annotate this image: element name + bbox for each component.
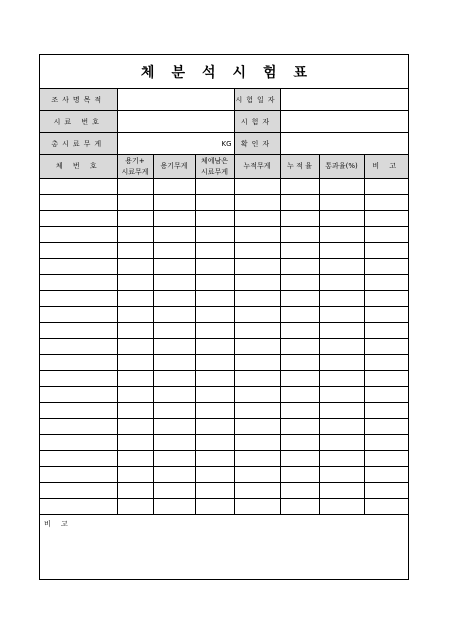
table-row <box>40 275 408 291</box>
table-cell[interactable] <box>153 499 195 515</box>
table-cell[interactable] <box>117 339 153 355</box>
table-cell[interactable] <box>40 483 117 499</box>
table-row <box>40 435 408 451</box>
table-cell[interactable] <box>319 211 364 227</box>
table-cell[interactable] <box>40 355 117 371</box>
table-cell[interactable] <box>364 275 408 291</box>
table-cell[interactable] <box>280 387 319 403</box>
table-row <box>40 323 408 339</box>
table-cell[interactable] <box>319 419 364 435</box>
info-row-sample <box>40 111 408 133</box>
table-cell[interactable] <box>364 435 408 451</box>
table-cell[interactable] <box>234 371 280 387</box>
table-cell[interactable] <box>280 355 319 371</box>
table-cell[interactable] <box>40 387 117 403</box>
table-cell[interactable] <box>195 211 234 227</box>
table-cell[interactable] <box>195 403 234 419</box>
table-cell[interactable] <box>234 243 280 259</box>
table-row <box>40 211 408 227</box>
table-row <box>40 499 408 515</box>
table-cell[interactable] <box>117 451 153 467</box>
table-cell[interactable] <box>364 179 408 195</box>
table-cell[interactable] <box>234 195 280 211</box>
column-header-text: 통과율(%) <box>325 162 358 171</box>
table-cell[interactable] <box>195 243 234 259</box>
table-cell[interactable] <box>234 211 280 227</box>
table-cell[interactable] <box>117 323 153 339</box>
table-cell[interactable] <box>40 323 117 339</box>
table-cell[interactable] <box>234 339 280 355</box>
table-cell[interactable] <box>364 467 408 483</box>
table-cell[interactable] <box>153 259 195 275</box>
table-cell[interactable] <box>364 291 408 307</box>
confirm-label: 확인자 <box>234 133 280 155</box>
total-weight-field[interactable] <box>117 133 234 155</box>
table-cell[interactable] <box>153 387 195 403</box>
table-cell[interactable] <box>153 451 195 467</box>
table-cell[interactable] <box>40 435 117 451</box>
table-cell[interactable] <box>234 499 280 515</box>
table-row <box>40 387 408 403</box>
table-cell[interactable] <box>280 291 319 307</box>
table-cell[interactable] <box>195 451 234 467</box>
total-weight-label: 총시료무게 <box>40 133 117 155</box>
table-cell[interactable] <box>117 307 153 323</box>
table-row <box>40 307 408 323</box>
table-cell[interactable] <box>280 435 319 451</box>
table-cell[interactable] <box>364 371 408 387</box>
table-cell[interactable] <box>319 195 364 211</box>
table-cell[interactable] <box>153 467 195 483</box>
table-cell[interactable] <box>234 259 280 275</box>
table-cell[interactable] <box>319 435 364 451</box>
column-header-text-2: 시료무게 <box>121 167 149 176</box>
sample-no-field[interactable] <box>117 111 234 133</box>
table-cell[interactable] <box>364 403 408 419</box>
table-cell[interactable] <box>319 307 364 323</box>
table-cell[interactable] <box>364 355 408 371</box>
column-header-3 <box>153 155 195 179</box>
column-header-6 <box>280 155 319 179</box>
table-cell[interactable] <box>234 483 280 499</box>
table-cell[interactable] <box>280 211 319 227</box>
table-cell[interactable] <box>117 243 153 259</box>
table-cell[interactable] <box>364 499 408 515</box>
table-cell[interactable] <box>195 275 234 291</box>
table-cell[interactable] <box>234 451 280 467</box>
table-cell[interactable] <box>153 195 195 211</box>
table-cell[interactable] <box>117 211 153 227</box>
table-cell[interactable] <box>364 211 408 227</box>
table-cell[interactable] <box>40 195 117 211</box>
table-cell[interactable] <box>153 275 195 291</box>
table-cell[interactable] <box>234 467 280 483</box>
column-header-text: 누 적 율 <box>287 162 312 171</box>
table-cell[interactable] <box>234 355 280 371</box>
table-cell[interactable] <box>195 499 234 515</box>
table-cell[interactable] <box>319 179 364 195</box>
column-header-text: 용기무게 <box>160 162 188 171</box>
table-cell[interactable] <box>40 307 117 323</box>
table-cell[interactable] <box>153 403 195 419</box>
column-header-2 <box>117 155 153 179</box>
table-cell[interactable] <box>40 339 117 355</box>
table-cell[interactable] <box>195 339 234 355</box>
form-title: 체분석시험표 <box>40 55 408 89</box>
table-row <box>40 227 408 243</box>
table-cell[interactable] <box>153 435 195 451</box>
table-cell[interactable] <box>195 259 234 275</box>
table-cell[interactable] <box>195 435 234 451</box>
table-row <box>40 291 408 307</box>
table-cell[interactable] <box>280 323 319 339</box>
table-cell[interactable] <box>153 307 195 323</box>
column-header-text-2: 시료무게 <box>200 167 229 176</box>
table-row <box>40 243 408 259</box>
table-row <box>40 403 408 419</box>
table-row <box>40 195 408 211</box>
column-header-7 <box>319 155 364 179</box>
table-cell[interactable] <box>280 403 319 419</box>
table-cell[interactable] <box>364 419 408 435</box>
table-cell[interactable] <box>117 499 153 515</box>
survey-purpose-field[interactable] <box>117 89 234 111</box>
table-cell[interactable] <box>234 275 280 291</box>
table-cell[interactable] <box>280 339 319 355</box>
table-cell[interactable] <box>153 483 195 499</box>
test-date-label: 시험일자 <box>234 89 280 111</box>
table-cell[interactable] <box>364 243 408 259</box>
table-cell[interactable] <box>117 355 153 371</box>
table-cell[interactable] <box>280 307 319 323</box>
table-cell[interactable] <box>234 403 280 419</box>
table-cell[interactable] <box>153 339 195 355</box>
table-cell[interactable] <box>117 259 153 275</box>
table-row <box>40 355 408 371</box>
column-header-text: 체 번 호 <box>55 162 101 171</box>
table-cell[interactable] <box>40 227 117 243</box>
table-cell[interactable] <box>195 307 234 323</box>
table-row <box>40 483 408 499</box>
tester-field[interactable] <box>280 111 408 133</box>
table-cell[interactable] <box>117 275 153 291</box>
table-cell[interactable] <box>319 339 364 355</box>
sample-no-label: 시료 번호 <box>40 111 117 133</box>
table-cell[interactable] <box>40 403 117 419</box>
table-cell[interactable] <box>195 323 234 339</box>
test-date-field[interactable] <box>280 89 408 111</box>
table-cell[interactable] <box>234 291 280 307</box>
table-cell[interactable] <box>364 323 408 339</box>
table-cell[interactable] <box>364 339 408 355</box>
table-row <box>40 467 408 483</box>
table-cell[interactable] <box>117 419 153 435</box>
column-header-text: 누적무게 <box>243 162 271 171</box>
remarks-area[interactable] <box>40 515 408 584</box>
table-row <box>40 259 408 275</box>
table-cell[interactable] <box>364 451 408 467</box>
table-cell[interactable] <box>234 419 280 435</box>
table-cell[interactable] <box>117 467 153 483</box>
column-header-text: 체에남은 <box>200 157 229 166</box>
table-row <box>40 451 408 467</box>
table-cell[interactable] <box>234 227 280 243</box>
table-cell[interactable] <box>280 371 319 387</box>
table-cell[interactable] <box>280 227 319 243</box>
table-cell[interactable] <box>195 419 234 435</box>
table-cell[interactable] <box>40 275 117 291</box>
table-cell[interactable] <box>280 243 319 259</box>
table-cell[interactable] <box>234 435 280 451</box>
table-row <box>40 371 408 387</box>
table-cell[interactable] <box>117 227 153 243</box>
table-cell[interactable] <box>364 195 408 211</box>
table-cell[interactable] <box>319 323 364 339</box>
table-cell[interactable] <box>319 403 364 419</box>
table-cell[interactable] <box>40 451 117 467</box>
table-cell[interactable] <box>195 483 234 499</box>
table-cell[interactable] <box>117 371 153 387</box>
table-row <box>40 339 408 355</box>
table-cell[interactable] <box>280 195 319 211</box>
table-cell[interactable] <box>319 499 364 515</box>
table-cell[interactable] <box>319 371 364 387</box>
table-cell[interactable] <box>195 291 234 307</box>
table-cell[interactable] <box>319 355 364 371</box>
table-cell[interactable] <box>153 419 195 435</box>
table-cell[interactable] <box>319 483 364 499</box>
form-table <box>40 89 408 515</box>
table-cell[interactable] <box>319 467 364 483</box>
column-header-row <box>40 155 408 179</box>
table-cell[interactable] <box>234 323 280 339</box>
table-cell[interactable] <box>195 227 234 243</box>
table-cell[interactable] <box>40 259 117 275</box>
table-cell[interactable] <box>117 387 153 403</box>
table-row <box>40 419 408 435</box>
table-cell[interactable] <box>153 243 195 259</box>
table-cell[interactable] <box>153 179 195 195</box>
table-cell[interactable] <box>117 483 153 499</box>
table-cell[interactable] <box>319 451 364 467</box>
info-row-purpose <box>40 89 408 111</box>
table-cell[interactable] <box>195 371 234 387</box>
column-header-8 <box>364 155 408 179</box>
table-cell[interactable] <box>319 387 364 403</box>
table-cell[interactable] <box>117 291 153 307</box>
table-cell[interactable] <box>117 403 153 419</box>
table-cell[interactable] <box>234 387 280 403</box>
table-cell[interactable] <box>153 355 195 371</box>
table-cell[interactable] <box>153 291 195 307</box>
table-cell[interactable] <box>319 275 364 291</box>
table-row <box>40 179 408 195</box>
table-cell[interactable] <box>40 291 117 307</box>
remarks-label: 비 고 <box>44 520 72 528</box>
weight-unit: KG <box>221 139 232 148</box>
table-cell[interactable] <box>153 371 195 387</box>
table-cell[interactable] <box>117 195 153 211</box>
table-cell[interactable] <box>234 179 280 195</box>
table-cell[interactable] <box>280 483 319 499</box>
table-cell[interactable] <box>40 467 117 483</box>
table-cell[interactable] <box>280 467 319 483</box>
table-cell[interactable] <box>364 307 408 323</box>
table-cell[interactable] <box>319 259 364 275</box>
table-cell[interactable] <box>40 371 117 387</box>
table-cell[interactable] <box>364 483 408 499</box>
table-cell[interactable] <box>195 355 234 371</box>
table-cell[interactable] <box>319 243 364 259</box>
column-header-text: 용기+ <box>125 157 145 166</box>
table-cell[interactable] <box>280 179 319 195</box>
table-cell[interactable] <box>195 195 234 211</box>
table-cell[interactable] <box>280 419 319 435</box>
table-cell[interactable] <box>40 243 117 259</box>
table-cell[interactable] <box>153 211 195 227</box>
column-header-text: 비 고 <box>372 162 401 171</box>
table-cell[interactable] <box>280 499 319 515</box>
table-cell[interactable] <box>117 179 153 195</box>
table-cell[interactable] <box>280 259 319 275</box>
column-header-1 <box>40 155 117 179</box>
table-cell[interactable] <box>195 387 234 403</box>
confirm-field[interactable] <box>280 133 408 155</box>
survey-purpose-label: 조사명목적 <box>40 89 117 111</box>
column-header-5 <box>234 155 280 179</box>
table-cell[interactable] <box>280 275 319 291</box>
column-header-4 <box>195 155 234 179</box>
table-cell[interactable] <box>280 451 319 467</box>
table-cell[interactable] <box>40 179 117 195</box>
table-cell[interactable] <box>234 307 280 323</box>
table-cell[interactable] <box>319 291 364 307</box>
table-cell[interactable] <box>153 323 195 339</box>
table-cell[interactable] <box>364 387 408 403</box>
table-cell[interactable] <box>153 227 195 243</box>
tester-label: 시험자 <box>234 111 280 133</box>
table-cell[interactable] <box>117 435 153 451</box>
table-cell[interactable] <box>40 419 117 435</box>
table-cell[interactable] <box>195 179 234 195</box>
table-cell[interactable] <box>195 467 234 483</box>
table-cell[interactable] <box>319 227 364 243</box>
sieve-analysis-form <box>39 54 409 580</box>
table-cell[interactable] <box>364 259 408 275</box>
table-cell[interactable] <box>40 499 117 515</box>
table-cell[interactable] <box>40 211 117 227</box>
info-row-weight <box>40 133 408 155</box>
table-cell[interactable] <box>364 227 408 243</box>
